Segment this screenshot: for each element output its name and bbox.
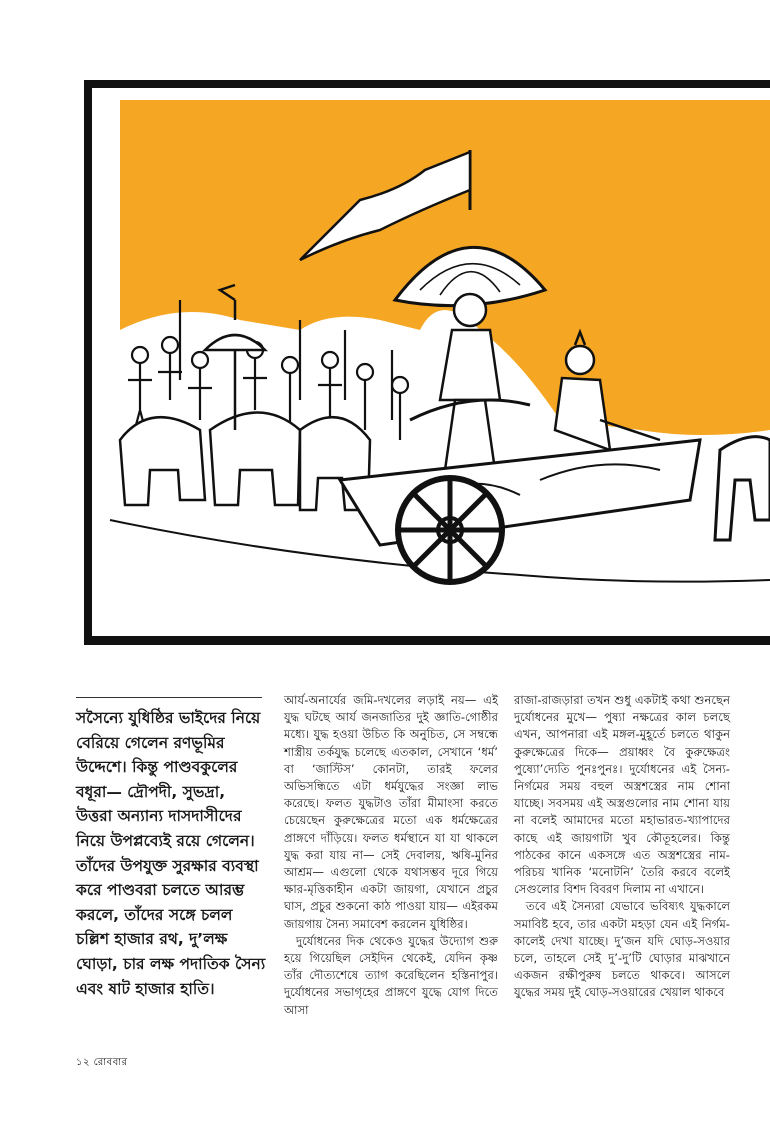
body-column-1 [284,692,498,1019]
pull-quote: সসৈন্যে যুধিষ্ঠির ভাইদের নিয়ে বেরিয়ে গেলেন রণভূমির উদ্দেশে। কিন্তু পাণ্ডবকুলের বধূরা— দ্রৌপদী, সুভদ্রা, উত্তরা অন্যান্য দাসদাসীদের নিয়ে উপপ্লব্যেই রয়ে গেলেন। তাঁদের উপযুক্ত সুরক্ষার ব্যবস্থা করে পাণ্ডবরা চলতে আরম্ভ করলে, তাঁদের সঙ্গে চলল চল্লিশ হাজার রথ, দু’লক্ষ ঘোড়া, চার লক্ষ পদাতিক সৈন্য এবং ষাট হাজার হাতি। [76,709,266,998]
page-folio: ১২ রোববার [76,1057,128,1068]
chariot-wheel [398,478,502,582]
paragraph: রাজা-রাজড়ারা তখন শুধু একটাই কথা শুনছেন দুর্যোধনের মুখে— পুষ্যা নক্ষত্রের কাল চলছে এখন, আপনারা এই মঙ্গল-মুহূর্তে চলতে থাকুন কুরুক্ষেত্রের দিকে— প্রয়াধ্বং বৈ কুরুক্ষেত্রং পুষ্যো’দ্যেতি পুনঃপুনঃ। দুর্যোধনের এই সৈন্য-নির্গমের সময় বহুল অস্ত্রশস্ত্রের নাম শোনা যাচ্ছে। সবসময় এই অস্ত্রগুলোর নাম শোনা যায় না বলেই আমাদের মতো মহাভারত-খ্যাপাদের কাছে এই জায়গাটা খুব কৌতূহলের। কিন্তু পাঠকের কানে একসঙ্গে এত অস্ত্রশস্ত্রের নাম-পরিচয় খানিক ‘মনোটনি’ তৈরি করবে বলেই সেগুলোর বিশদ বিবরণ দিলাম না এখানে। [514,693,730,897]
paragraph: দুর্যোধনের দিক থেকেও যুদ্ধের উদ্যোগ শুরু হয়ে গিয়েছিল সেইদিন থেকেই, যেদিন কৃষ্ণ তাঁর দৌত্যশেষে ত্যাগ করেছিলেন হস্তিনাপুর। দুর্যোধনের সভাগৃহের প্রাঙ্গণে যুদ্ধে যোগ দিতে আসা [284,933,498,1017]
body-column-2 [514,692,730,1002]
pull-quote-rule [76,697,262,698]
paragraph: আর্য-অনার্যের জমি-দখলের লড়াই নয়— এই যুদ্ধ ঘটছে আর্য জনজাতির দুই জ্ঞাতি-গোষ্ঠীর মধ্যে। যুদ্ধ হওয়া উচিত কি অনুচিত, সে সম্বন্ধে শাস্ত্রীয় তর্কযুদ্ধ চলেছে এতকাল, সেখানে ‘ধর্ম’ বা ‘জাস্টিস’ কোনটা, তারই ফলের অভিসন্ধিতে এটা ধর্মযুদ্ধের সংজ্ঞা লাভ করেছে। ফলত যুদ্ধটাও তাঁরা মীমাংসা করতে চেয়েছেন কুরুক্ষেত্রের মতো এক ধর্মক্ষেত্রের প্রাঙ্গণে দাঁড়িয়ে। ফলত ধর্মস্থানে যা যা থাকলে যুদ্ধ করা যায় না— সেই দেবালয়, ঋষি-মুনির আশ্রম— এগুলো থেকে যথাসম্ভব দূরে গিয়ে ক্ষার-মৃত্তিকাহীন একটা জায়গা, যেখানে প্রচুর ঘাস, প্রচুর শুকনো কাঠ পাওয়া যায়— এইরকম জায়গায় সৈন্য সমাবেশ করলেন যুধিষ্ঠির। [284,693,498,931]
paragraph: তবে এই সৈন্যরা যেভাবে ভবিষ্যৎ যুদ্ধকালে সমাবিষ্ট হবে, তার একটা মহড়া যেন এই নির্গম-কালেই দেখা যাচ্ছে। দু’জন যদি ঘোড়-সওয়ার চলে, তাহলে সেই দু’-দু’টি ঘোড়ার মাঝখানে একজন রক্ষীপুরুষ চলতে থাকবে। আসলে যুদ্ধের সময় দুই ঘোড়-সওয়ারের খেয়াল থাকবে [514,899,730,1000]
